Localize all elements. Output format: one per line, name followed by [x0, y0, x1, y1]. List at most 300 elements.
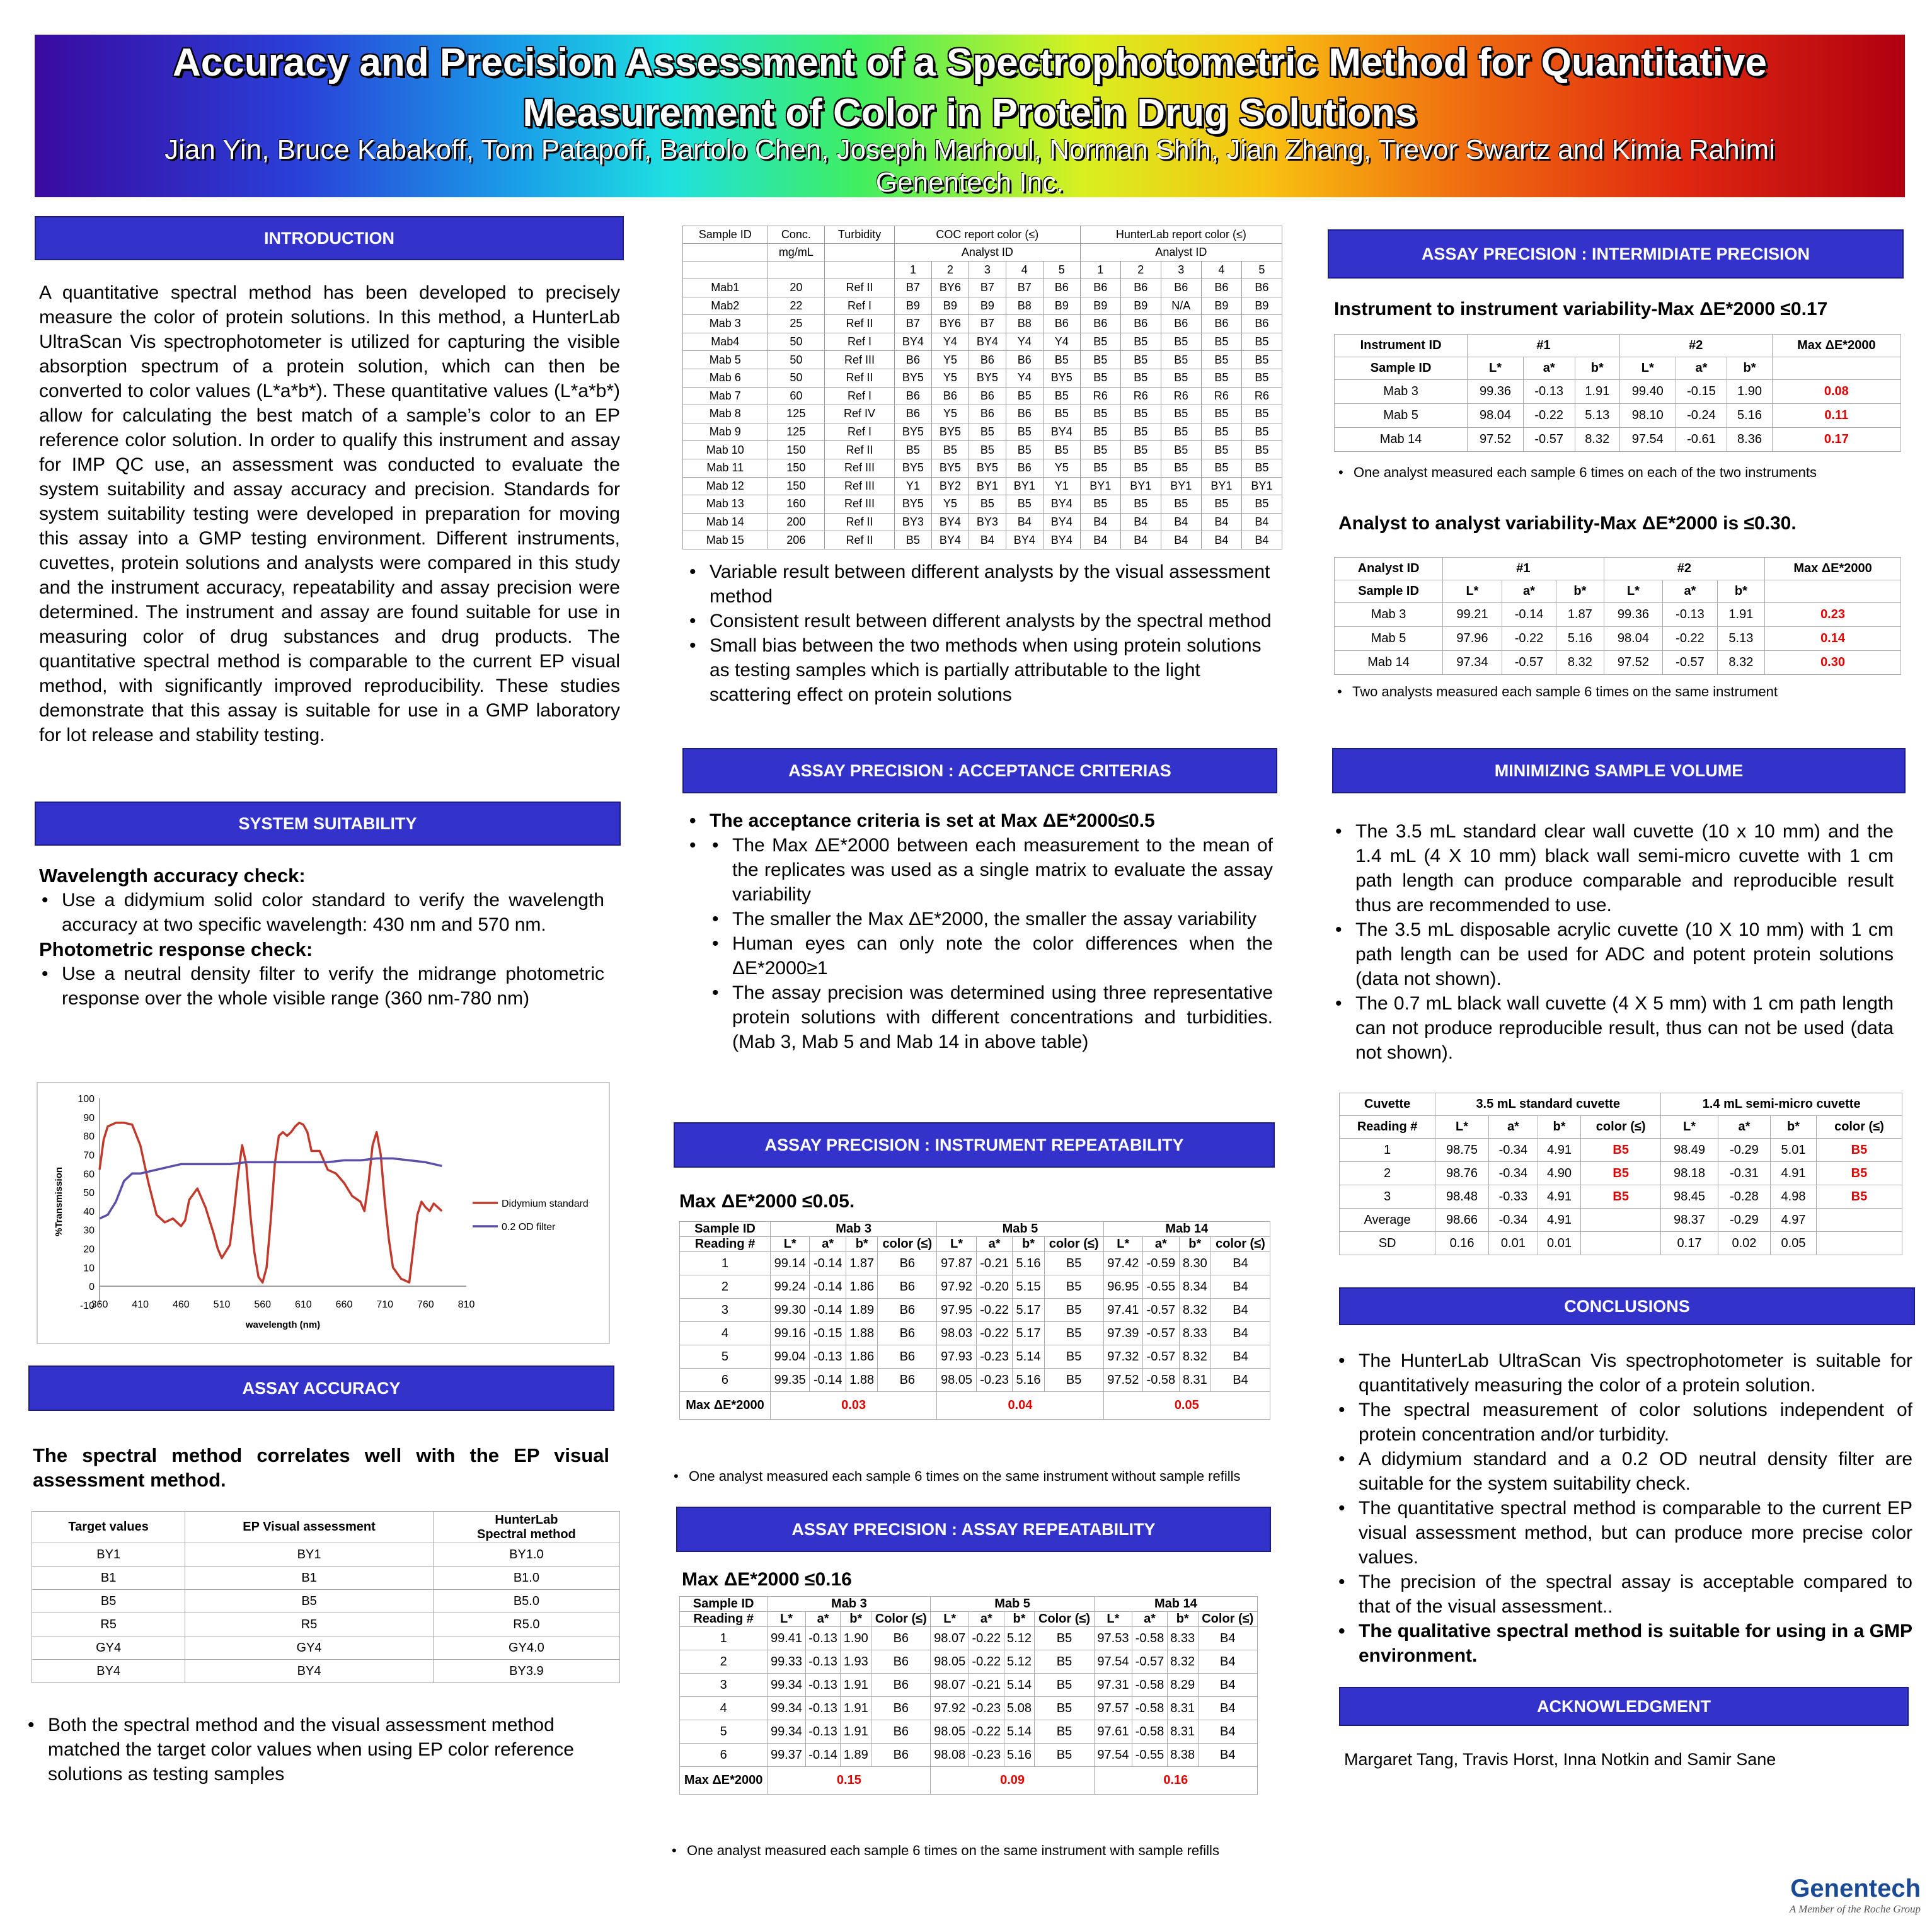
- table-cell: 1: [680, 1252, 771, 1275]
- table-cell: B5: [1161, 459, 1201, 477]
- table-cell: B7: [894, 315, 931, 333]
- header-cell: COC report color (≤): [894, 226, 1080, 244]
- instrument-repeatability-header: ASSAY PRECISION : INSTRUMENT REPEATABILITY: [674, 1122, 1275, 1168]
- table-cell: -0.55: [1143, 1275, 1180, 1299]
- table-cell: Ref II: [825, 279, 895, 297]
- table-cell: 97.39: [1103, 1322, 1142, 1345]
- table-cell: B4: [1198, 1674, 1257, 1697]
- table-cell: 97.52: [1103, 1369, 1142, 1392]
- table-cell: B5: [1581, 1139, 1661, 1162]
- header-cell: Mab 14: [1094, 1597, 1257, 1612]
- table-cell: B5: [1161, 369, 1201, 387]
- table-cell: B4: [1120, 513, 1161, 531]
- table-cell: R6: [1161, 387, 1201, 405]
- table-cell: Ref III: [825, 459, 895, 477]
- y-tick-label: 50: [83, 1188, 95, 1199]
- table-header-row: [1335, 357, 1901, 380]
- header-cell: Sample ID: [680, 1597, 768, 1612]
- table-cell: B6: [878, 1299, 937, 1322]
- table-cell: 5.01: [1771, 1139, 1817, 1162]
- table-row: [683, 279, 1282, 297]
- table-cell: -0.13: [1523, 380, 1575, 404]
- photometric-check-text: • Use a neutral density filter to verify the midrange photometric response over the whole visible range (360 nm-780 nm): [39, 962, 604, 1011]
- table-cell: 5.14: [1004, 1720, 1035, 1744]
- acceptance-item: • The smaller the Max ΔE*2000, the smaller the assay variability: [710, 907, 1273, 931]
- table-cell: B5: [1241, 423, 1282, 441]
- table-cell: B4: [1080, 531, 1120, 549]
- header-cell: b*: [1167, 1612, 1198, 1627]
- table-cell: 1.89: [841, 1744, 871, 1767]
- header-cell: L*: [1661, 1116, 1718, 1139]
- table-cell: B5: [1043, 387, 1080, 405]
- table-header-row: [1335, 335, 1901, 357]
- table-cell: 97.87: [937, 1252, 976, 1275]
- table-cell: -0.13: [1663, 603, 1717, 627]
- table-cell: Ref II: [825, 531, 895, 549]
- table-cell: -0.31: [1718, 1162, 1770, 1185]
- table-cell: 99.21: [1443, 603, 1502, 627]
- table-cell: Mab 14: [1335, 651, 1443, 675]
- table-cell: BY5: [894, 423, 931, 441]
- header-cell: Mab 5: [931, 1597, 1094, 1612]
- header-cell: Sample ID: [683, 226, 768, 244]
- table-cell: 97.52: [1468, 428, 1524, 452]
- max-delta-e-value: 0.03: [770, 1392, 936, 1420]
- header-cell: 2: [931, 262, 969, 279]
- table-cell: -0.57: [1663, 651, 1717, 675]
- table-cell: B5: [1035, 1720, 1094, 1744]
- table-cell: B5: [1241, 333, 1282, 351]
- table-header-row: [1335, 558, 1901, 580]
- col-ep-visual: EP Visual assessment: [185, 1512, 434, 1543]
- table-cell: B6: [878, 1345, 937, 1369]
- header-cell: #2: [1604, 558, 1764, 580]
- table-cell: 8.33: [1179, 1322, 1210, 1345]
- table-cell: 98.07: [931, 1674, 969, 1697]
- accuracy-lead: The spectral method correlates well with the EP visual assessment method.: [33, 1444, 609, 1491]
- table-cell: -0.58: [1143, 1369, 1180, 1392]
- table-cell: 0.01: [1538, 1232, 1580, 1255]
- table-header-row: [680, 1222, 1270, 1237]
- table-row: [683, 297, 1282, 315]
- table-cell: 206: [768, 531, 825, 549]
- analyst-variability-table: [1334, 557, 1901, 675]
- table-cell: B4: [1161, 531, 1201, 549]
- table-cell: -0.14: [805, 1744, 841, 1767]
- table-cell: B5: [1201, 459, 1241, 477]
- max-delta-e-value: 0.30: [1765, 651, 1901, 675]
- table-cell: GY4: [32, 1636, 185, 1660]
- header-cell: Reading #: [680, 1612, 768, 1627]
- table-cell: B4: [1120, 531, 1161, 549]
- header-cell: color (≤): [1816, 1116, 1902, 1139]
- table-cell: 98.05: [937, 1369, 976, 1392]
- analyst-variability-note: [1335, 684, 1902, 700]
- table-cell: [683, 262, 768, 279]
- table-cell: 1.91: [1717, 603, 1764, 627]
- table-cell: B4: [1198, 1650, 1257, 1674]
- table-cell: B5: [1241, 351, 1282, 369]
- table-cell: -0.14: [810, 1275, 846, 1299]
- header-cell: #1: [1443, 558, 1604, 580]
- table-cell: Mab 5: [1335, 627, 1443, 651]
- table-cell: -0.34: [1488, 1139, 1538, 1162]
- table-cell: B5: [1080, 441, 1120, 459]
- table-row: [1340, 1232, 1902, 1255]
- table-cell: B5: [1161, 351, 1201, 369]
- x-tick-label: 760: [417, 1299, 434, 1310]
- table-cell: BY3: [969, 513, 1006, 531]
- table-row: [683, 369, 1282, 387]
- table-cell: 98.04: [1468, 404, 1524, 428]
- header-cell: L*: [768, 1612, 805, 1627]
- table-cell: -0.59: [1143, 1252, 1180, 1275]
- table-cell: Y1: [1043, 477, 1080, 495]
- table-cell: [683, 244, 768, 262]
- table-row: [683, 441, 1282, 459]
- header-cell: color (≤): [1581, 1116, 1661, 1139]
- table-cell: B5: [1161, 405, 1201, 423]
- table-cell: 97.54: [1619, 428, 1676, 452]
- table-cell: B6: [878, 1369, 937, 1392]
- table-cell: B5: [1080, 351, 1120, 369]
- table-cell: -0.34: [1488, 1162, 1538, 1185]
- table-cell: 4: [680, 1697, 768, 1720]
- table-cell: B5: [1035, 1697, 1094, 1720]
- table-cell: 4.91: [1538, 1209, 1580, 1232]
- table-cell: -0.55: [1132, 1744, 1168, 1767]
- conclusion-item: • The quantitative spectral method is comparable to the current EP visual assessment method, but can produce more precise color values.: [1336, 1496, 1912, 1570]
- table-cell: B5: [1201, 333, 1241, 351]
- y-tick-label: 100: [78, 1094, 95, 1105]
- table-cell: -0.21: [969, 1674, 1004, 1697]
- table-row: [32, 1543, 620, 1567]
- table-cell: B9: [1120, 297, 1161, 315]
- system-suitability-header: SYSTEM SUITABILITY: [35, 802, 621, 846]
- table-cell: B1: [32, 1567, 185, 1590]
- table-cell: Mab 14: [1335, 428, 1468, 452]
- x-tick-label: 610: [294, 1299, 312, 1310]
- table-cell: Mab 3: [1335, 603, 1443, 627]
- table-cell: [1581, 1209, 1661, 1232]
- table-cell: B5: [1241, 495, 1282, 514]
- table-cell: -0.22: [976, 1299, 1013, 1322]
- table-cell: B6: [969, 405, 1006, 423]
- accuracy-note-item: • Both the spectral method and the visual assessment method matched the target color values when using EP color reference solutions as testing samples: [25, 1713, 605, 1786]
- max-row: [680, 1392, 1270, 1420]
- table-cell: 99.34: [768, 1720, 805, 1744]
- table-cell: BY1: [1120, 477, 1161, 495]
- table-cell: B8: [1006, 297, 1043, 315]
- table-cell: -0.58: [1132, 1627, 1168, 1650]
- table-cell: 4.98: [1771, 1185, 1817, 1209]
- header-cell: Reading #: [680, 1237, 771, 1252]
- table-row: [680, 1627, 1258, 1650]
- table-cell: 6: [680, 1744, 768, 1767]
- table-cell: 160: [768, 495, 825, 514]
- table-cell: B4: [1006, 513, 1043, 531]
- table-cell: 98.49: [1661, 1139, 1718, 1162]
- legend-label: 0.2 OD filter: [502, 1222, 556, 1233]
- table-cell: BY4: [32, 1660, 185, 1683]
- table-cell: B5: [1581, 1185, 1661, 1209]
- suitability-content: [39, 863, 604, 1011]
- table-cell: Mab 8: [683, 405, 768, 423]
- table-cell: B5: [1080, 423, 1120, 441]
- header-cell: Sample ID: [680, 1222, 771, 1237]
- table-cell: BY5: [894, 495, 931, 514]
- table-cell: B7: [969, 315, 1006, 333]
- table-cell: Ref I: [825, 387, 895, 405]
- table-cell: B4: [1198, 1627, 1257, 1650]
- table-cell: 5: [680, 1345, 771, 1369]
- table-cell: Average: [1340, 1209, 1435, 1232]
- table-header-row: [683, 262, 1282, 279]
- table-cell: 97.34: [1443, 651, 1502, 675]
- table-cell: Mab 14: [683, 513, 768, 531]
- table-cell: 5.16: [1556, 627, 1604, 651]
- header-cell: Cuvette: [1340, 1093, 1435, 1116]
- intermediate-precision-header: ASSAY PRECISION : INTERMIDIATE PRECISION: [1328, 229, 1904, 279]
- table-cell: 8.33: [1167, 1627, 1198, 1650]
- table-cell: BY1: [32, 1543, 185, 1567]
- max-delta-e-value: 0.09: [931, 1767, 1094, 1795]
- table-cell: B5: [1241, 441, 1282, 459]
- table-cell: 97.95: [937, 1299, 976, 1322]
- table-cell: 97.32: [1103, 1345, 1142, 1369]
- table-row: [32, 1660, 620, 1683]
- table-cell: 97.31: [1094, 1674, 1132, 1697]
- table-cell: B5: [1201, 405, 1241, 423]
- table-cell: SD: [1340, 1232, 1435, 1255]
- header-cell: a*: [1523, 357, 1575, 380]
- table-row: [683, 405, 1282, 423]
- header-cell: 5: [1241, 262, 1282, 279]
- conclusion-item-final: • The qualitative spectral method is suitable for using in a GMP environment.: [1336, 1619, 1912, 1668]
- table-cell: Mab4: [683, 333, 768, 351]
- table-cell: -0.23: [969, 1744, 1004, 1767]
- table-cell: B4: [1210, 1322, 1270, 1345]
- series-line-0: [100, 1123, 442, 1282]
- table-cell: Mab 6: [683, 369, 768, 387]
- assay-repeatability-table: [679, 1596, 1258, 1795]
- table-cell: -0.21: [976, 1252, 1013, 1275]
- table-cell: BY1: [185, 1543, 434, 1567]
- table-cell: B5: [1044, 1299, 1103, 1322]
- intro-header: INTRODUCTION: [35, 216, 624, 260]
- table-cell: -0.22: [976, 1322, 1013, 1345]
- header-cell: 1: [894, 262, 931, 279]
- conclusion-item: • A didymium standard and a 0.2 OD neutral density filter are suitable for the system suitability check.: [1336, 1447, 1912, 1496]
- table-cell: 1.88: [846, 1369, 878, 1392]
- table-cell: 8.32: [1179, 1299, 1210, 1322]
- table-header-row: [680, 1597, 1258, 1612]
- conclusions-header: CONCLUSIONS: [1339, 1287, 1915, 1325]
- table-cell: Ref III: [825, 351, 895, 369]
- table-cell: Mab 3: [1335, 380, 1468, 404]
- table-row: [683, 513, 1282, 531]
- table-cell: 99.24: [770, 1275, 809, 1299]
- table-cell: 8.32: [1179, 1345, 1210, 1369]
- table-cell: BY1: [1080, 477, 1120, 495]
- table-cell: -0.58: [1132, 1720, 1168, 1744]
- table-cell: [1581, 1232, 1661, 1255]
- table-cell: B5: [1044, 1252, 1103, 1275]
- table-cell: B6: [1201, 279, 1241, 297]
- table-cell: B6: [1241, 279, 1282, 297]
- table-cell: B5: [1161, 495, 1201, 514]
- header-cell: Reading #: [1340, 1116, 1435, 1139]
- header-cell: Max ΔE*2000: [680, 1767, 768, 1795]
- max-delta-e-value: 0.04: [937, 1392, 1103, 1420]
- table-cell: Mab 3: [683, 315, 768, 333]
- header-cell: HunterLab report color (≤): [1080, 226, 1282, 244]
- instrument-repeatability-note: [671, 1468, 1314, 1485]
- table-row: [32, 1590, 620, 1613]
- table-cell: B4: [1080, 513, 1120, 531]
- volume-bullet: • The 0.7 mL black wall cuvette (4 X 5 mm) with 1 cm path length can not produce reproducible result, thus can not be used (data not shown).: [1333, 991, 1894, 1065]
- table-cell: BY3.9: [433, 1660, 619, 1683]
- header-cell: Sample ID: [1335, 580, 1443, 603]
- intro-text: A quantitative spectral method has been developed to precisely measure the color of protein solutions. In this method, a HunterLab UltraScan Vis spectrophotometer is utilized for capturing the visible absorption spectrum of a protein solution, which can then be converted to color values (L*a*b*). These quantitative values (L*a*b*) allow for calculating the best match of a sample’s color to an EP reference color solution. In order to qualify this instrument and assay for IMP QC use, an assessment was conducted to evaluate the system suitability and assay accuracy and precision. Standards for system suitability testing were developed in preparation for moving this assay into a GMP testing environment. Different instruments, cuvettes, protein solutions and analysts were compared in this study and the instrument accuracy, repeatability and assay precision were determined. The instrument and assay are found suitable for use in measuring color of drug substances and drug products. The quantitative spectral method is comparable to the current EP visual method, with significantly improved reproducibility. These studies demonstrate that this assay is suitable for use in a GMP laboratory for lot release and stability testing.: [39, 282, 620, 745]
- table-cell: -0.57: [1143, 1345, 1180, 1369]
- table-row: [1335, 627, 1901, 651]
- sample-bullet: • Small bias between the two methods when using protein solutions as testing samples which is partially attributable to the light scattering effect on protein solutions: [687, 633, 1273, 707]
- assay-repeatability-subtitle: Max ΔE*2000 ≤0.16: [682, 1569, 852, 1590]
- photometric-check-title: Photometric response check:: [39, 938, 313, 960]
- analyst-variability-title: Analyst to analyst variability-Max ΔE*2000 is ≤0.30.: [1338, 513, 1797, 534]
- table-cell: -0.57: [1523, 428, 1575, 452]
- table-cell: B5: [1080, 495, 1120, 514]
- table-cell: -0.20: [976, 1275, 1013, 1299]
- table-cell: 99.16: [770, 1322, 809, 1345]
- table-cell: B9: [931, 297, 969, 315]
- header-cell: #1: [1468, 335, 1620, 357]
- table-cell: BY1: [1241, 477, 1282, 495]
- header-cell: [1772, 357, 1900, 380]
- table-cell: B9: [1241, 297, 1282, 315]
- table-cell: GY4.0: [433, 1636, 619, 1660]
- table-cell: [825, 262, 895, 279]
- table-cell: 99.33: [768, 1650, 805, 1674]
- conclusion-item: • The precision of the spectral assay is acceptable compared to that of the visual assessment..: [1336, 1570, 1912, 1619]
- table-cell: -0.33: [1488, 1185, 1538, 1209]
- header-cell: 4: [1006, 262, 1043, 279]
- table-cell: 5.16: [1727, 404, 1772, 428]
- x-tick-label: 710: [376, 1299, 394, 1310]
- acceptance-header: ASSAY PRECISION : ACCEPTANCE CRITERIAS: [682, 748, 1277, 793]
- table-cell: BY6: [931, 315, 969, 333]
- author-block: [35, 134, 1905, 199]
- table-row: [683, 477, 1282, 495]
- table-cell: 1: [1340, 1139, 1435, 1162]
- table-cell: 97.41: [1103, 1299, 1142, 1322]
- table-cell: -0.57: [1502, 651, 1556, 675]
- table-cell: 98.04: [1604, 627, 1663, 651]
- table-cell: 98.08: [931, 1744, 969, 1767]
- table-cell: 98.37: [1661, 1209, 1718, 1232]
- table-cell: 97.93: [937, 1345, 976, 1369]
- table-cell: -0.22: [1502, 627, 1556, 651]
- table-cell: B4: [1161, 513, 1201, 531]
- table-cell: 3: [680, 1299, 771, 1322]
- table-cell: Y4: [1043, 333, 1080, 351]
- table-cell: 4: [680, 1322, 771, 1345]
- table-cell: 99.04: [770, 1345, 809, 1369]
- header-cell: 1.4 mL semi-micro cuvette: [1661, 1093, 1902, 1116]
- table-cell: Ref I: [825, 333, 895, 351]
- table-cell: -0.13: [805, 1697, 841, 1720]
- table-cell: -0.28: [1718, 1185, 1770, 1209]
- table-cell: 8.29: [1167, 1674, 1198, 1697]
- assay-repeatability-header: ASSAY PRECISION : ASSAY REPEATABILITY: [676, 1507, 1271, 1552]
- table-row: [680, 1720, 1258, 1744]
- table-cell: 125: [768, 423, 825, 441]
- table-cell: B5: [1241, 459, 1282, 477]
- table-cell: BY1: [1161, 477, 1201, 495]
- table-cell: B5: [1816, 1139, 1902, 1162]
- table-cell: B4: [1210, 1275, 1270, 1299]
- table-cell: 0.16: [1435, 1232, 1489, 1255]
- table-cell: B6: [871, 1650, 931, 1674]
- header-cell: Color (≤): [871, 1612, 931, 1627]
- table-cell: B6: [871, 1720, 931, 1744]
- table-cell: 8.32: [1556, 651, 1604, 675]
- note-item: • One analyst measured each sample 6 times on each of the two instruments: [1336, 464, 1903, 481]
- table-cell: -0.14: [810, 1299, 846, 1322]
- table-cell: BY1.0: [433, 1543, 619, 1567]
- y-tick-label: -10: [79, 1301, 95, 1311]
- header-cell: [1765, 580, 1901, 603]
- table-cell: 97.96: [1443, 627, 1502, 651]
- max-delta-e-value: 0.15: [768, 1767, 931, 1795]
- table-cell: B5: [1035, 1627, 1094, 1650]
- y-tick-label: 30: [83, 1225, 95, 1236]
- table-cell: 4.90: [1538, 1162, 1580, 1185]
- table-cell: 98.10: [1619, 404, 1676, 428]
- header-cell: L*: [1604, 580, 1663, 603]
- table-cell: BY1: [969, 477, 1006, 495]
- table-cell: B5: [1006, 387, 1043, 405]
- affiliation: Genentech Inc.: [875, 167, 1064, 198]
- instrument-variability-note: [1336, 464, 1903, 481]
- table-cell: 125: [768, 405, 825, 423]
- table-cell: 8.31: [1167, 1697, 1198, 1720]
- table-cell: -0.15: [1676, 380, 1727, 404]
- table-cell: B5: [1006, 423, 1043, 441]
- header-cell: #2: [1619, 335, 1772, 357]
- table-cell: 200: [768, 513, 825, 531]
- table-cell: B7: [894, 279, 931, 297]
- y-tick-label: 40: [83, 1206, 95, 1217]
- table-row: [680, 1252, 1270, 1275]
- note-item: • Two analysts measured each sample 6 times on the same instrument: [1335, 684, 1902, 700]
- table-cell: 99.30: [770, 1299, 809, 1322]
- table-cell: B5: [1161, 441, 1201, 459]
- table-cell: 1.91: [841, 1674, 871, 1697]
- table-cell: -0.22: [969, 1627, 1004, 1650]
- conclusions-list: [1336, 1348, 1912, 1668]
- header-cell: L*: [1468, 357, 1524, 380]
- table-row: [32, 1636, 620, 1660]
- table-cell: 4.91: [1538, 1185, 1580, 1209]
- table-cell: B5: [894, 441, 931, 459]
- table-cell: Mab 10: [683, 441, 768, 459]
- table-cell: B5: [1044, 1275, 1103, 1299]
- header-cell: a*: [1718, 1116, 1770, 1139]
- y-tick-label: 70: [83, 1150, 95, 1161]
- table-cell: B4: [1241, 531, 1282, 549]
